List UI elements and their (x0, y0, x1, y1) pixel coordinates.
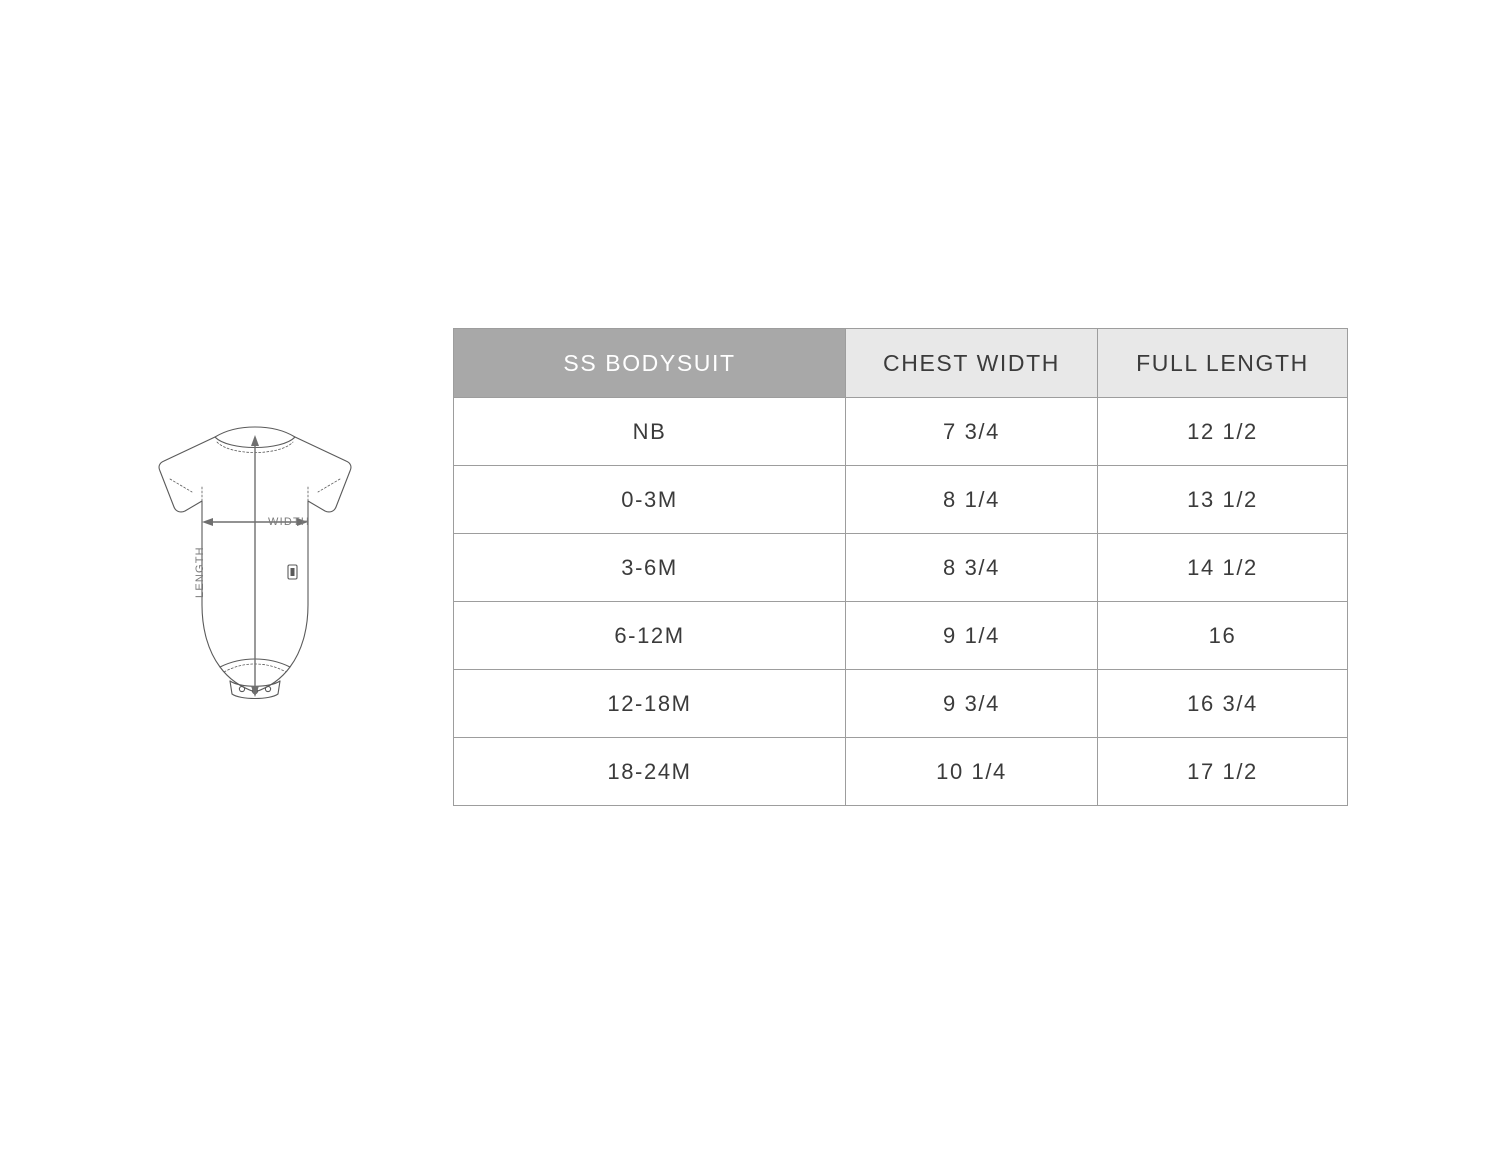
table-row (454, 602, 1348, 670)
column-header-size: SS BODYSUIT (454, 329, 846, 398)
width-dimension-label: WIDTH (268, 516, 311, 528)
table-row (454, 670, 1348, 738)
table-row (454, 466, 1348, 534)
table-row (454, 398, 1348, 466)
cell-chest-width: 9 3/4 (846, 670, 1098, 738)
cell-chest-width: 9 1/4 (846, 602, 1098, 670)
cell-size: 12-18M (454, 670, 846, 738)
cell-full-length: 16 3/4 (1098, 670, 1348, 738)
cell-size: 6-12M (454, 602, 846, 670)
cell-size: NB (454, 398, 846, 466)
length-dimension-label: LENGTH (194, 546, 206, 598)
cell-full-length: 13 1/2 (1098, 466, 1348, 534)
cell-chest-width: 8 1/4 (846, 466, 1098, 534)
cell-chest-width: 8 3/4 (846, 534, 1098, 602)
table-header-row (454, 329, 1348, 398)
cell-size: 3-6M (454, 534, 846, 602)
cell-full-length: 17 1/2 (1098, 738, 1348, 806)
bodysuit-illustration (140, 415, 370, 735)
bodysuit-diagram (140, 415, 370, 735)
cell-full-length: 16 (1098, 602, 1348, 670)
cell-size: 18-24M (454, 738, 846, 806)
cell-chest-width: 7 3/4 (846, 398, 1098, 466)
cell-full-length: 14 1/2 (1098, 534, 1348, 602)
cell-size: 0-3M (454, 466, 846, 534)
column-header-chest-width: CHEST WIDTH (846, 329, 1098, 398)
table-row (454, 738, 1348, 806)
cell-chest-width: 10 1/4 (846, 738, 1098, 806)
column-header-full-length: FULL LENGTH (1098, 329, 1348, 398)
table-row (454, 534, 1348, 602)
size-chart-table (453, 328, 1348, 806)
cell-full-length: 12 1/2 (1098, 398, 1348, 466)
